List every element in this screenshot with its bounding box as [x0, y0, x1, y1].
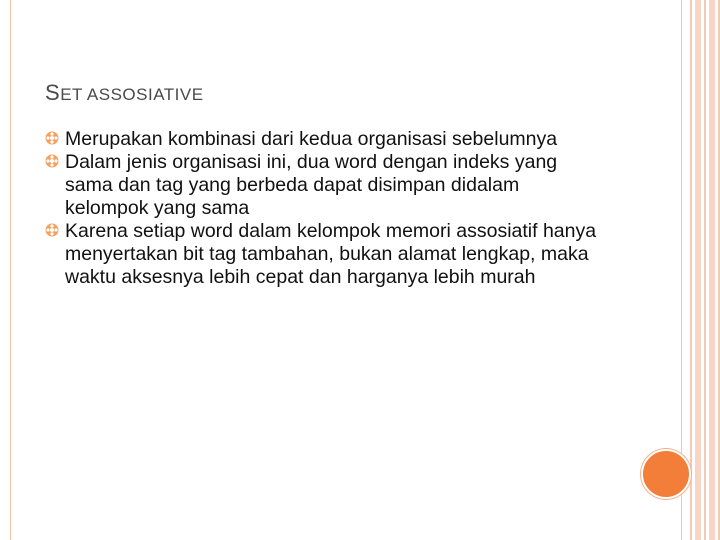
list-item: [45, 151, 605, 220]
bullet-text: Karena setiap word dalam kelompok memori assosiatif hanya menyertakan bit tag tambahan, bukan alamat lengkap, maka waktu aksesnya lebih cepat dan harganya lebih murah: [65, 220, 597, 288]
list-item: [45, 220, 605, 289]
stripe: [709, 0, 715, 540]
title-rest: ET ASSOSIATIVE: [60, 85, 204, 104]
decorative-circle: [641, 449, 691, 499]
bullet-text: Merupakan kombinasi dari kedua organisasi sebelumnya: [65, 128, 558, 150]
decorative-stripes: [690, 0, 720, 540]
list-item: [45, 128, 605, 151]
bullet-text: Dalam jenis organisasi ini, dua word dengan indeks yang sama dan tag yang berbeda dapat disimpan didalam kelompok yang sama: [65, 151, 558, 219]
stripe: [690, 0, 692, 540]
bullet-list: [45, 128, 605, 289]
stripe: [695, 0, 701, 540]
flower-bullet-icon: [45, 223, 59, 237]
flower-bullet-icon: [45, 154, 59, 168]
flower-bullet-icon: [45, 131, 59, 145]
slide-title: [45, 80, 204, 106]
stripe: [704, 0, 706, 540]
title-first-letter: S: [45, 80, 61, 105]
